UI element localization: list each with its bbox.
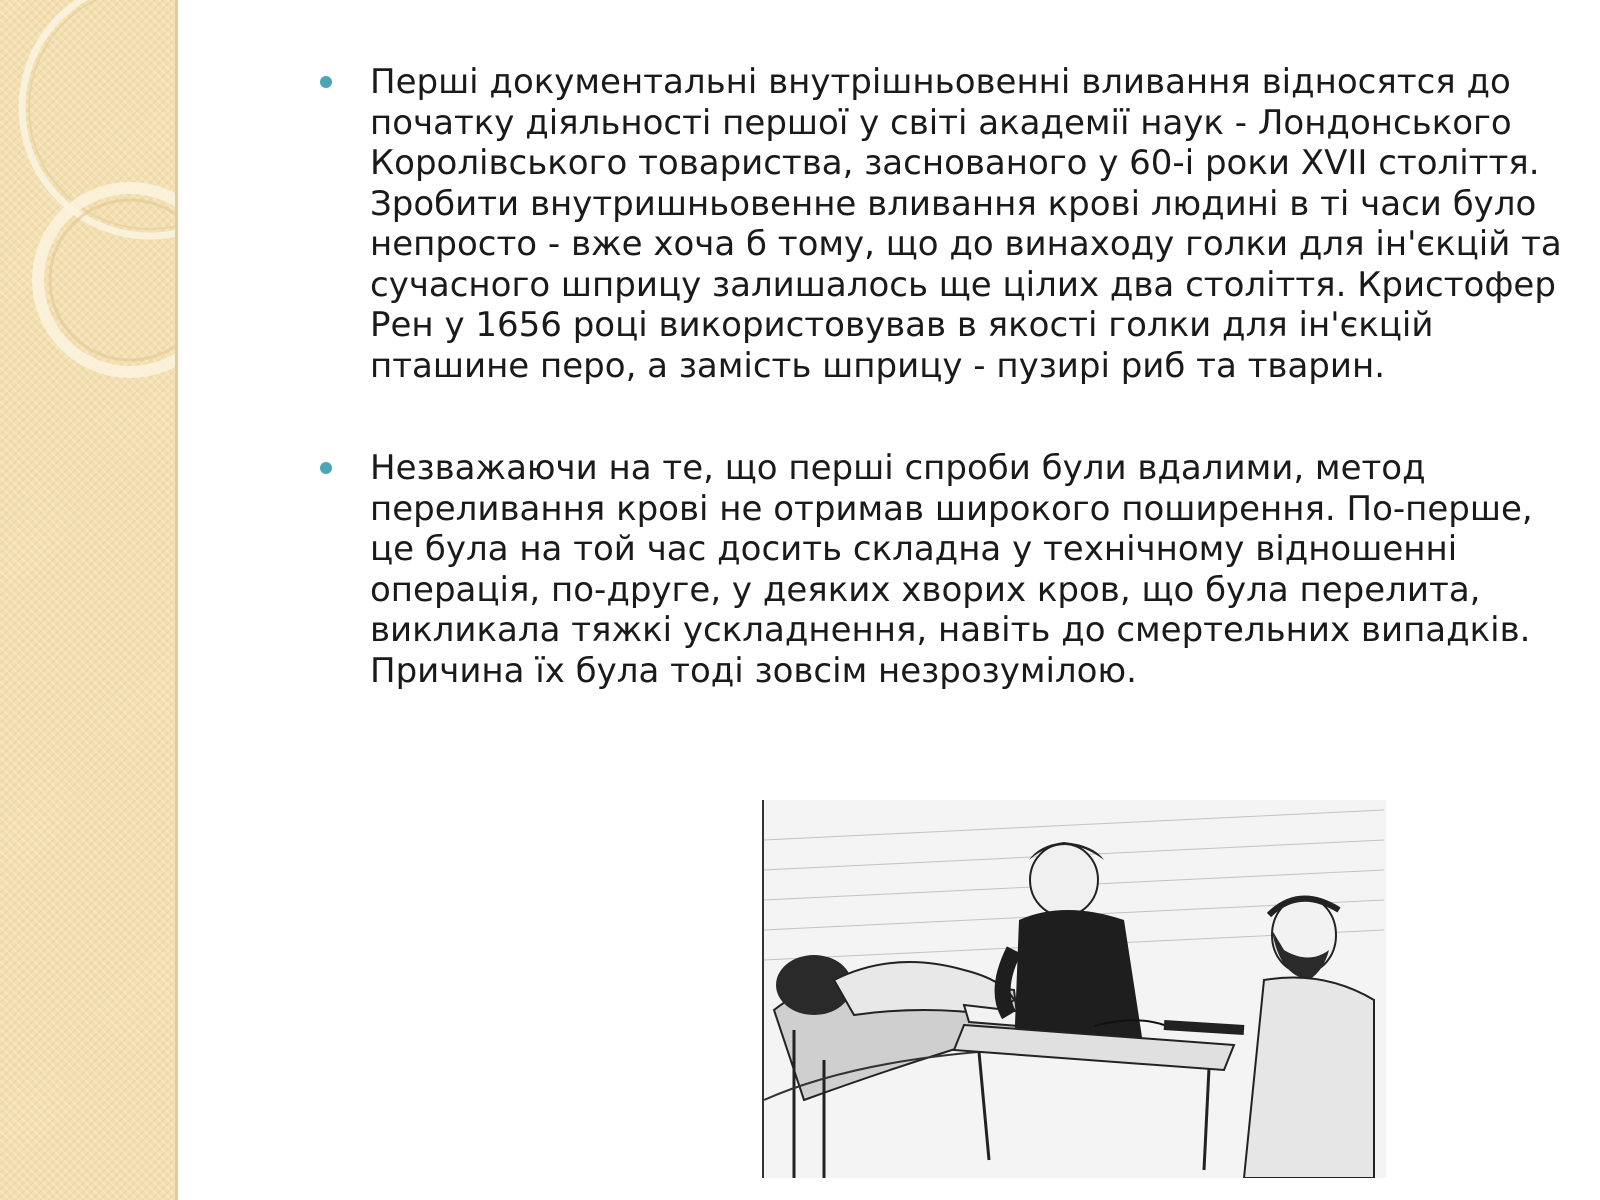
bullet-text: Незважаючи на те, що перші спроби були вдалими, метод переливання крові не отримав широкого поширення. По-перше, це була на той час досить складна у технічному відношенні операція, по-друге, у деяких хворих кров, що була перелита, викликала тяжкі ускладнення, навіть до смертельних випадків. Причина їх була тоді зовсім незрозумілою. [370, 448, 1533, 691]
bullet-dot-icon [320, 76, 332, 88]
bullet-dot-icon [320, 462, 332, 474]
bullet-item [318, 448, 1583, 691]
bullet-text: Перші документальні внутрішньовенні вливання відносятся до початку діяльності першої у світі академії наук - Лондонського Королівського товариства, заснованого у 60-і роки XVII століття. Зробити внутришньовенне вливання крові людині в ті часи було непросто - вже хоча б тому, що до винаходу голки для ін'єкцій та сучасного шприцу залишалось ще цілих два століття. Кристофер Рен у 1656 році використовував в якості голки для ін'єкцій пташине перо, а замість шприцу - пузирі риб та тварин. [370, 62, 1562, 386]
decorative-rings [0, 0, 178, 1200]
engraving-drawing [764, 800, 1386, 1178]
bullet-item [318, 62, 1583, 386]
decorative-side-panel [0, 0, 178, 1200]
blood-transfusion-engraving [762, 800, 1386, 1178]
slide-content [318, 62, 1583, 691]
side-panel-edge [175, 0, 178, 1200]
